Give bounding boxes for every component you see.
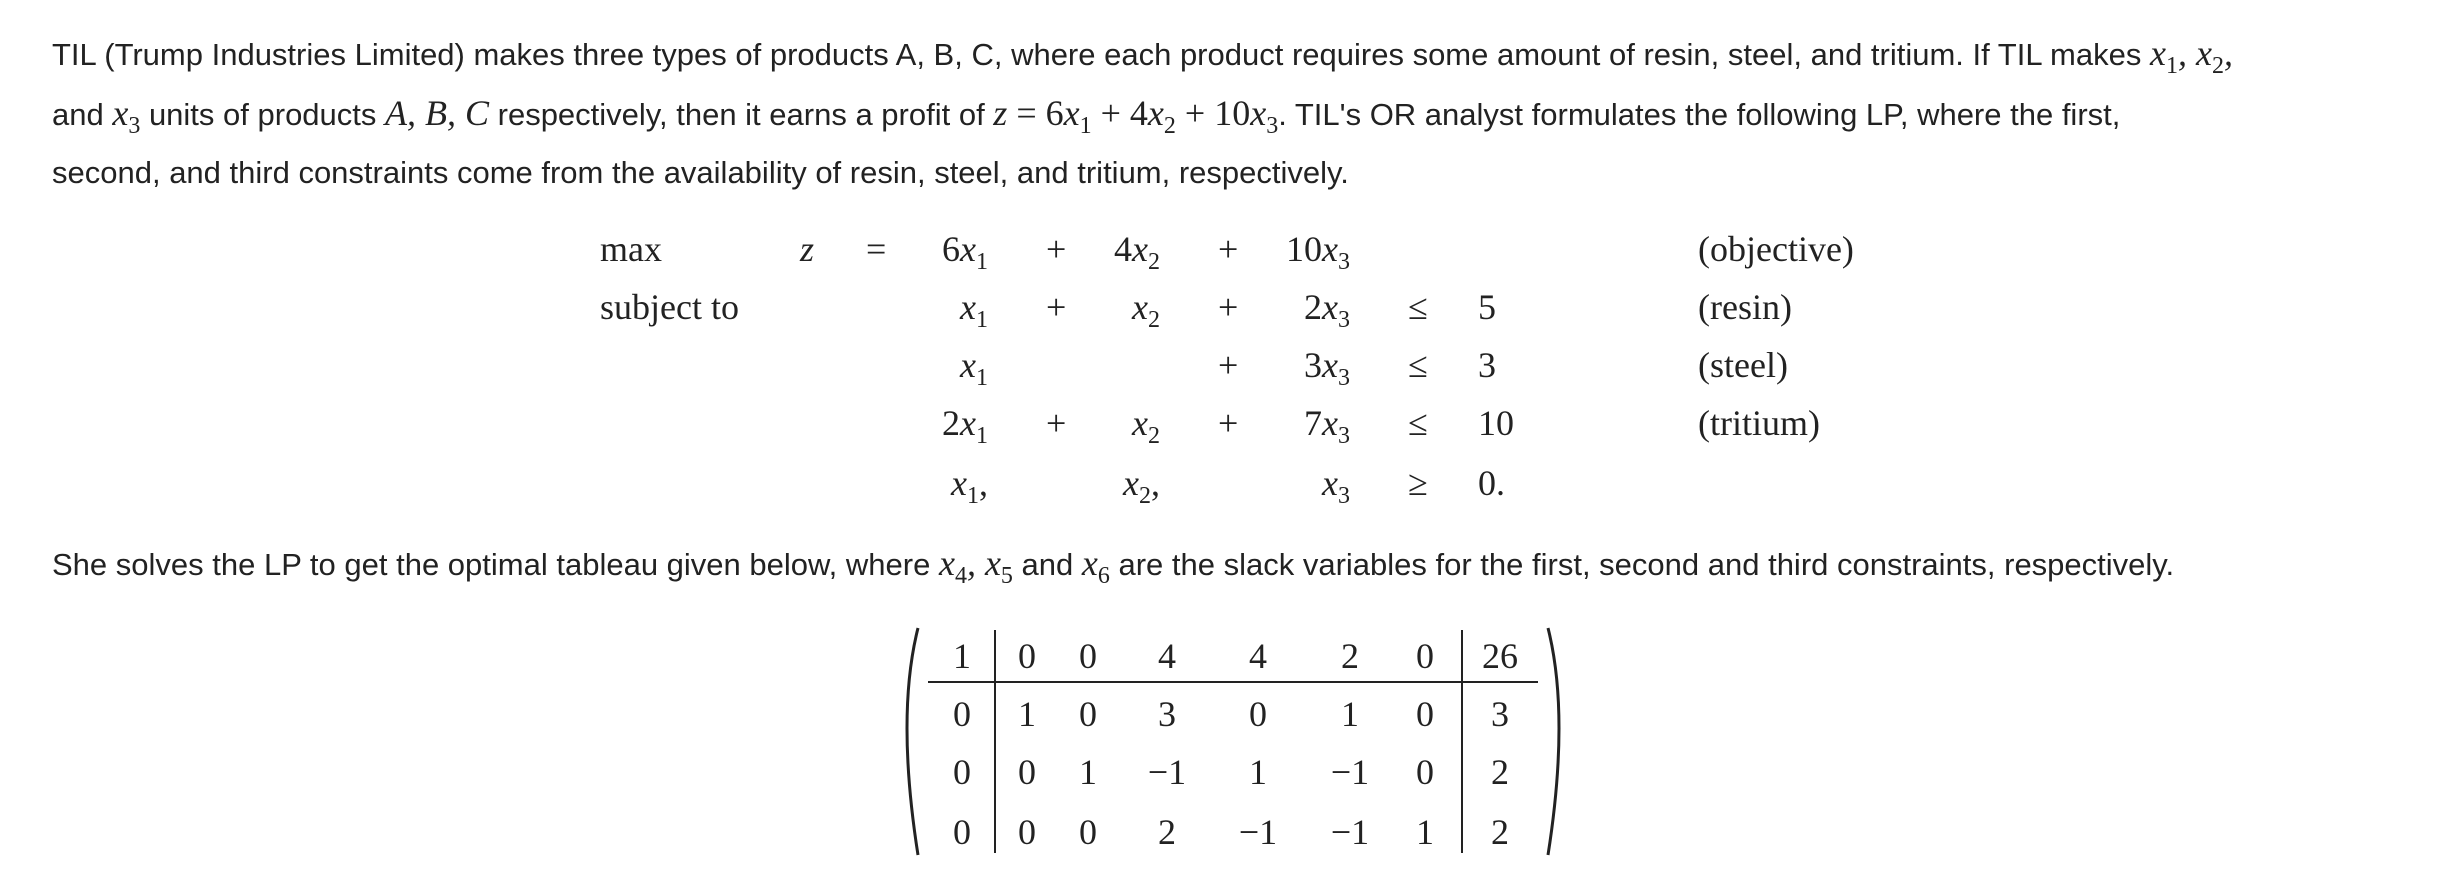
lp-term-a: $x_1$ (960, 345, 988, 391)
left-parenthesis (907, 628, 918, 855)
tableau-cell: 2 (1491, 752, 1509, 792)
subject-to-label: subject to (600, 287, 739, 327)
tableau-cell: 0 (1416, 694, 1434, 734)
tableau-cell: 0 (953, 694, 971, 734)
tableau-cell: 2 (1158, 812, 1176, 852)
lp-term-a: $6x_1$ (942, 229, 988, 275)
lp-term-b: $x_2$, (1123, 463, 1160, 509)
tableau-cell: 0 (1018, 812, 1036, 852)
tableau-cell: 1 (1341, 694, 1359, 734)
vars-x1-x2: $x_1$, $x_2$, (2149, 33, 2233, 79)
lp-term-b: $x_2$ (1132, 403, 1160, 449)
tableau-cell: 0 (1018, 752, 1036, 792)
tableau-cell: 0 (1416, 636, 1434, 676)
lp-relation: ≤ (1408, 287, 1428, 327)
tableau-cell: 26 (1482, 636, 1518, 676)
products-abc: A, B, C (385, 93, 490, 133)
lp-plus-sign: + (1218, 287, 1239, 327)
lp-term-c: $7x_3$ (1304, 403, 1350, 449)
lp-tag: (steel) (1698, 345, 1788, 385)
lp-plus-sign: + (1046, 403, 1067, 443)
middle-text-1: She solves the LP to get the optimal tableau given below, where (52, 547, 939, 582)
tableau-cell: −1 (1238, 812, 1278, 852)
tableau-cell: 0 (1018, 636, 1036, 676)
lp-plus-sign: + (1218, 229, 1239, 269)
intro-text-2: and (52, 97, 113, 132)
tableau-cell: 0 (1249, 694, 1267, 734)
right-parenthesis (1548, 628, 1559, 855)
tableau-cell: 3 (1158, 694, 1176, 734)
lp-rhs: 3 (1478, 345, 1496, 385)
tableau-cell: 4 (1158, 636, 1176, 676)
tableau-cell: 0 (1079, 636, 1097, 676)
intro-text-6: second, and third constraints come from the availability of resin, steel, and tritium, respectively. (52, 155, 1349, 190)
lp-tag: (objective) (1698, 229, 1854, 269)
lp-rhs: 5 (1478, 287, 1496, 327)
tableau-cell: −1 (1330, 752, 1370, 792)
intro-text-1: TIL (Trump Industries Limited) makes three types of products A, B, C, where each product requires some amount of resin, steel, and tritium. If TIL makes (52, 37, 2150, 72)
tableau-cell: 4 (1249, 636, 1267, 676)
lp-term-a: $x_1$, (951, 463, 988, 509)
lp-term-c: $2x_3$ (1304, 287, 1350, 333)
lp-term-a: $2x_1$ (942, 403, 988, 449)
tableau-cell: 2 (1341, 636, 1359, 676)
z-variable: z (800, 229, 815, 269)
var-x3: $x_3$ (112, 93, 141, 139)
tableau-cell: −1 (1330, 812, 1370, 852)
lp-tag: (resin) (1698, 287, 1792, 327)
tableau-cell: 1 (1018, 694, 1036, 734)
lp-relation: ≤ (1408, 345, 1428, 385)
slack-x4-x5: $x_4$, $x_5$ (938, 543, 1013, 589)
tableau-cell: 3 (1491, 694, 1509, 734)
tableau-cell: 1 (953, 636, 971, 676)
lp-plus-sign: + (1046, 229, 1067, 269)
lp-term-c: $10x_3$ (1286, 229, 1350, 275)
lp-rhs: 0. (1478, 463, 1505, 503)
lp-plus-sign: + (1218, 345, 1239, 385)
middle-text-3: are the slack variables for the first, second and third constraints, respectively. (1109, 547, 2175, 582)
equals-sign: = (866, 229, 887, 269)
tableau-cell: 0 (953, 752, 971, 792)
intro-text-3: units of products (140, 97, 386, 132)
tableau-cell: 1 (1249, 752, 1267, 792)
tableau-cell: 0 (1079, 812, 1097, 852)
lp-term-b: $4x_2$ (1114, 229, 1160, 275)
tableau-cell: −1 (1147, 752, 1187, 792)
tableau-cell: 0 (1416, 752, 1434, 792)
lp-term-a: $x_1$ (960, 287, 988, 333)
tableau-cell: 0 (953, 812, 971, 852)
intro-text-4: respectively, then it earns a profit of (489, 97, 994, 132)
tableau-cell: 2 (1491, 812, 1509, 852)
middle-text-2: and (1012, 547, 1082, 582)
lp-term-c: $x_3$ (1322, 463, 1350, 509)
lp-tag: (tritium) (1698, 403, 1820, 443)
max-label: max (600, 229, 662, 269)
lp-relation: ≤ (1408, 403, 1428, 443)
slack-x6: $x_6$ (1081, 543, 1110, 589)
lp-plus-sign: + (1218, 403, 1239, 443)
lp-term-c: $3x_3$ (1304, 345, 1350, 391)
tableau-cell: 0 (1079, 694, 1097, 734)
lp-relation: ≥ (1408, 463, 1428, 503)
tableau-cell: 1 (1079, 752, 1097, 792)
lp-plus-sign: + (1046, 287, 1067, 327)
lp-term-b: $x_2$ (1132, 287, 1160, 333)
profit-formula: $z = 6x_1 + 4x_2 + 10x_3$ (993, 93, 1279, 139)
lp-rhs: 10 (1478, 403, 1514, 443)
intro-text-5: . TIL's OR analyst formulates the following LP, where the first, (1278, 97, 2121, 132)
tableau-cell: 1 (1416, 812, 1434, 852)
